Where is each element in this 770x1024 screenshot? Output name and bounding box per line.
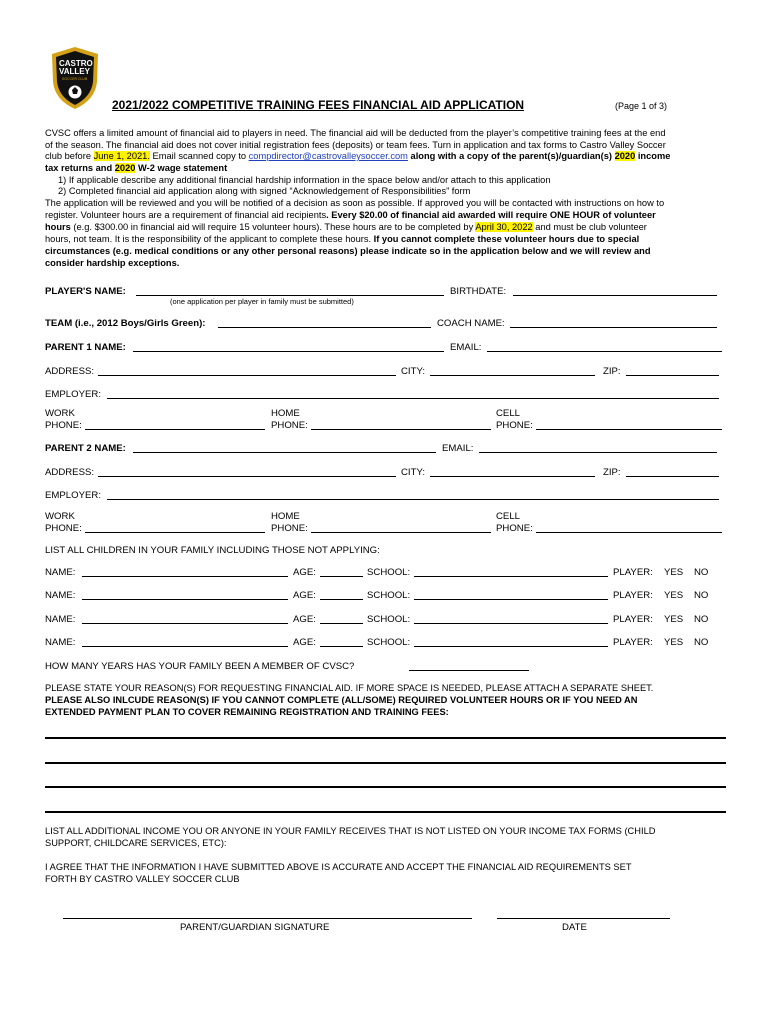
- review-line-5: circumstances (e.g. medical conditions or any other personal reasons) please indicate so in the application below and we will review and: [45, 246, 651, 256]
- years-question: HOW MANY YEARS HAS YOUR FAMILY BEEN A MEMBER OF CVSC?: [45, 661, 355, 672]
- parent2-zip-field[interactable]: [626, 476, 719, 477]
- birthdate-label: BIRTHDATE:: [450, 286, 507, 297]
- reasons-field-4[interactable]: [45, 811, 726, 813]
- intro-text: Email scanned copy to: [149, 151, 249, 161]
- parent1-home-phone-field[interactable]: [311, 429, 491, 430]
- intro-text: register. Volunteer hours are a requirement of financial aid recipients: [45, 210, 327, 220]
- review-line-6: consider hardship exceptions.: [45, 258, 180, 268]
- intro-bold: tax returns and: [45, 163, 115, 173]
- child-school-label: SCHOOL:: [367, 614, 411, 625]
- intro-line-2: of the season. The financial aid does not cover initial registration fees (deposits) or team fees. Turn in application and tax forms to Castro Valley Soccer: [45, 140, 666, 150]
- parent1-address-field[interactable]: [98, 375, 396, 376]
- logo-text-3: SOCCER CLUB: [62, 77, 88, 81]
- child-player-label: PLAYER:: [613, 590, 653, 601]
- deadline-date: June 1, 2021.: [93, 151, 150, 161]
- intro-text: (e.g. $300.00 in financial aid will require 15 volunteer hours). These hours are to be completed by: [70, 222, 476, 232]
- child-age-field[interactable]: [320, 623, 363, 624]
- intro-text: and must be club volunteer: [532, 222, 647, 232]
- parent1-employer-label: EMPLOYER:: [45, 389, 101, 400]
- parent2-city-field[interactable]: [430, 476, 595, 477]
- date-label: DATE: [562, 922, 587, 933]
- child-age-label: AGE:: [293, 590, 316, 601]
- child-name-label: NAME:: [45, 590, 76, 601]
- parent2-label: PARENT 2 NAME:: [45, 443, 126, 454]
- page-title: 2021/2022 COMPETITIVE TRAINING FEES FINANCIAL AID APPLICATION: [112, 98, 525, 112]
- child-player-no[interactable]: NO: [694, 637, 709, 648]
- child-age-field[interactable]: [320, 599, 363, 600]
- intro-bold: income: [635, 151, 671, 161]
- logo-text-1: CASTRO: [59, 59, 93, 68]
- reasons-field-1[interactable]: [45, 737, 726, 739]
- parent2-cell-phone-label: PHONE:: [496, 523, 533, 534]
- child-school-label: SCHOOL:: [367, 567, 411, 578]
- intro-bold: hours: [45, 222, 71, 232]
- child-player-yes[interactable]: YES: [664, 614, 684, 625]
- review-line-1: The application will be reviewed and you will be notified of a decision as soon as possible. If approved you will be contacted with instructions on how to: [45, 198, 665, 208]
- birthdate-field[interactable]: [513, 295, 717, 296]
- child-age-field[interactable]: [320, 646, 363, 647]
- parent1-email-label: EMAIL:: [450, 342, 482, 353]
- child-school-field[interactable]: [414, 623, 608, 624]
- child-age-label: AGE:: [293, 637, 316, 648]
- child-name-label: NAME:: [45, 567, 76, 578]
- parent1-address-label: ADDRESS:: [45, 366, 95, 377]
- email-link[interactable]: compdirector@castrovalleysoccer.com: [248, 151, 408, 161]
- parent2-employer-label: EMPLOYER:: [45, 490, 101, 501]
- parent2-email-label: EMAIL:: [442, 443, 474, 454]
- parent1-zip-field[interactable]: [626, 375, 719, 376]
- parent1-work-label: WORK: [45, 408, 75, 419]
- parent2-work-label: WORK: [45, 511, 75, 522]
- child-player-yes[interactable]: YES: [664, 567, 684, 578]
- child-player-yes[interactable]: YES: [664, 637, 684, 648]
- children-header: LIST ALL CHILDREN IN YOUR FAMILY INCLUDING THOSE NOT APPLYING:: [45, 545, 380, 556]
- parent1-work-phone-label: PHONE:: [45, 420, 82, 431]
- parent2-address-field[interactable]: [98, 476, 396, 477]
- child-name-field[interactable]: [82, 623, 288, 624]
- player-name-label: PLAYER'S NAME:: [45, 286, 126, 297]
- parent2-cell-phone-field[interactable]: [536, 532, 722, 533]
- parent1-city-field[interactable]: [430, 375, 595, 376]
- signature-field[interactable]: [63, 918, 472, 919]
- review-line-3: [45, 222, 647, 234]
- parent1-home-phone-label: PHONE:: [271, 420, 308, 431]
- parent1-home-label: HOME: [271, 408, 300, 419]
- child-player-label: PLAYER:: [613, 614, 653, 625]
- team-label: TEAM (i.e., 2012 Boys/Girls Green):: [45, 318, 206, 329]
- intro-text: club before: [45, 151, 94, 161]
- parent1-cell-label: CELL: [496, 408, 520, 419]
- child-player-no[interactable]: NO: [694, 590, 709, 601]
- parent1-zip-label: ZIP:: [603, 366, 621, 377]
- child-school-field[interactable]: [414, 599, 608, 600]
- child-name-field[interactable]: [82, 599, 288, 600]
- reasons-line-1: PLEASE STATE YOUR REASON(S) FOR REQUESTING FINANCIAL AID. IF MORE SPACE IS NEEDED, PLEASE ATTACH A SEPARATE SHEET.: [45, 683, 654, 693]
- child-name-label: NAME:: [45, 614, 76, 625]
- parent2-work-phone-field[interactable]: [85, 532, 265, 533]
- parent2-home-label: HOME: [271, 511, 300, 522]
- parent2-cell-label: CELL: [496, 511, 520, 522]
- parent2-city-label: CITY:: [401, 467, 425, 478]
- club-logo: [50, 46, 100, 110]
- intro-bold: If you cannot complete these volunteer hours due to special: [373, 234, 640, 244]
- parent2-email-field[interactable]: [479, 452, 717, 453]
- child-age-field[interactable]: [320, 576, 363, 577]
- page-number: (Page 1 of 3): [615, 101, 668, 111]
- volunteer-deadline: April 30, 2022: [475, 222, 533, 232]
- player-name-field[interactable]: [136, 295, 444, 296]
- reasons-field-2[interactable]: [45, 762, 726, 764]
- income-line-2: SUPPORT, CHILDCARE SERVICES, ETC):: [45, 838, 227, 848]
- child-school-label: SCHOOL:: [367, 590, 411, 601]
- coach-field[interactable]: [510, 327, 717, 328]
- requirement-item-1: 1) If applicable describe any additional financial hardship information in the space below and/or attach to this application: [58, 175, 551, 185]
- child-school-label: SCHOOL:: [367, 637, 411, 648]
- review-line-2: [45, 210, 656, 222]
- child-school-field[interactable]: [414, 646, 608, 647]
- parent2-employer-field[interactable]: [107, 499, 719, 500]
- agreement-line-1: I AGREE THAT THE INFORMATION I HAVE SUBMITTED ABOVE IS ACCURATE AND ACCEPT THE FINANCIAL AID REQUIREMENTS SET: [45, 862, 632, 872]
- child-player-yes[interactable]: YES: [664, 590, 684, 601]
- intro-line-1: CVSC offers a limited amount of financial aid to players in need. The financial aid will be deducted from the player’s competitive training fees at the end: [45, 128, 666, 138]
- child-name-label: NAME:: [45, 637, 76, 648]
- parent1-work-phone-field[interactable]: [85, 429, 265, 430]
- intro-line-4: [45, 163, 227, 175]
- team-field[interactable]: [218, 327, 431, 328]
- parent2-home-phone-label: PHONE:: [271, 523, 308, 534]
- reasons-field-3[interactable]: [45, 786, 726, 788]
- intro-line-3: [45, 151, 670, 163]
- tax-year: 2020: [114, 163, 136, 173]
- parent2-zip-label: ZIP:: [603, 467, 621, 478]
- child-player-label: PLAYER:: [613, 567, 653, 578]
- years-field[interactable]: [409, 670, 529, 671]
- reasons-line-2: PLEASE ALSO INLCUDE REASON(S) IF YOU CANNOT COMPLETE (ALL/SOME) REQUIRED VOLUNTEER HOURS OR IF YOU NEED AN: [45, 695, 638, 705]
- reasons-line-3: EXTENDED PAYMENT PLAN TO COVER REMAINING REGISTRATION AND TRAINING FEES:: [45, 707, 449, 717]
- player-note: (one application per player in family must be submitted): [170, 297, 354, 306]
- parent1-cell-phone-label: PHONE:: [496, 420, 533, 431]
- parent1-employer-field[interactable]: [107, 398, 719, 399]
- tax-year: 2020: [614, 151, 636, 161]
- parent1-email-field[interactable]: [487, 351, 722, 352]
- child-school-field[interactable]: [414, 576, 608, 577]
- child-player-label: PLAYER:: [613, 637, 653, 648]
- coach-label: COACH NAME:: [437, 318, 505, 329]
- intro-bold: W-2 wage statement: [135, 163, 228, 173]
- child-player-no[interactable]: NO: [694, 567, 709, 578]
- child-player-no[interactable]: NO: [694, 614, 709, 625]
- parent2-address-label: ADDRESS:: [45, 467, 95, 478]
- intro-bold: along with a copy of the parent(s)/guardian(s): [407, 151, 615, 161]
- parent2-work-phone-label: PHONE:: [45, 523, 82, 534]
- parent1-cell-phone-field[interactable]: [536, 429, 722, 430]
- date-field[interactable]: [497, 918, 670, 919]
- child-age-label: AGE:: [293, 614, 316, 625]
- signature-label: PARENT/GUARDIAN SIGNATURE: [180, 922, 330, 933]
- child-name-field[interactable]: [82, 576, 288, 577]
- parent1-city-label: CITY:: [401, 366, 425, 377]
- child-age-label: AGE:: [293, 567, 316, 578]
- parent2-home-phone-field[interactable]: [311, 532, 491, 533]
- intro-text: hours, not team. It is the responsibility of the applicant to complete these hours.: [45, 234, 374, 244]
- child-name-field[interactable]: [82, 646, 288, 647]
- intro-bold: . Every $20.00 of financial aid awarded will require ONE HOUR of volunteer: [326, 210, 656, 220]
- parent1-name-field[interactable]: [133, 351, 444, 352]
- requirement-item-2: 2) Completed financial aid application along with signed “Acknowledgement of Responsibilities” form: [58, 186, 471, 196]
- parent1-label: PARENT 1 NAME:: [45, 342, 126, 353]
- agreement-line-2: FORTH BY CASTRO VALLEY SOCCER CLUB: [45, 874, 240, 884]
- logo-text-2: VALLEY: [59, 67, 90, 76]
- income-line-1: LIST ALL ADDITIONAL INCOME YOU OR ANYONE IN YOUR FAMILY RECEIVES THAT IS NOT LISTED ON YOUR INCOME TAX FORMS (CHILD: [45, 826, 656, 836]
- parent2-name-field[interactable]: [133, 452, 436, 453]
- review-line-4: [45, 234, 639, 246]
